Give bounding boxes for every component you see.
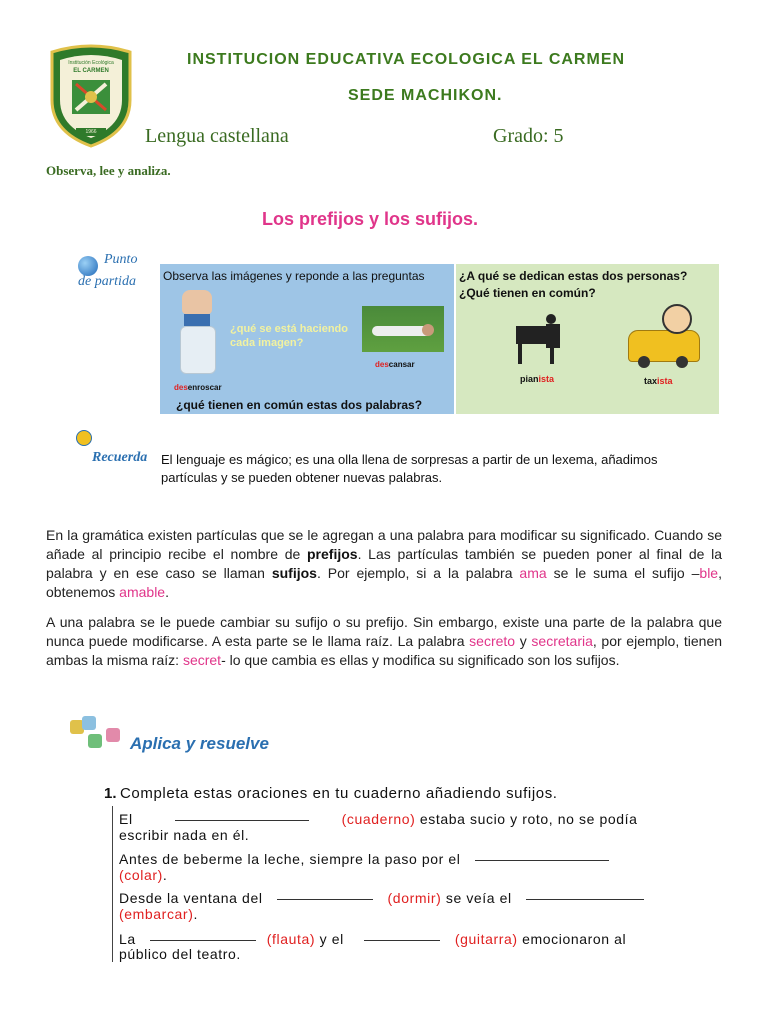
puzzle-icon-2 [82, 716, 96, 730]
blank-6[interactable] [364, 939, 440, 941]
word-desenroscar-rest: enroscar [187, 383, 222, 392]
p1-word-amable: amable [119, 584, 166, 600]
sentence-1-start: El [119, 811, 133, 827]
sentence-3-end: . [193, 906, 198, 922]
word-descansar [375, 360, 415, 369]
blank-1[interactable] [175, 819, 309, 821]
globe-icon [78, 256, 98, 276]
lightbulb-icon [76, 430, 92, 446]
exercise-instruction: Completa estas oraciones en tu cuaderno añadiendo sufijos. [120, 785, 558, 802]
sentence-1-line-1 [119, 811, 638, 828]
instruction-text: Observa, lee y analiza. [46, 163, 171, 178]
puzzle-icon-3 [88, 734, 102, 748]
school-name: INSTITUCION EDUCATIVA ECOLOGICA EL CARMEN [187, 51, 626, 68]
p1-text-3: . Por ejemplo, si a la palabra [316, 565, 520, 581]
pianist-image [512, 306, 572, 366]
p1-text-6: . [165, 584, 169, 600]
sentence-4-word: (flauta) [266, 931, 316, 947]
question-bubble: ¿qué se está haciendo cada imagen? [230, 323, 348, 349]
punto-partida-badge [76, 250, 156, 300]
p1-text-5: , obtenemos [46, 565, 722, 600]
taxi-image [628, 302, 700, 368]
sentence-2-end: . [162, 867, 168, 883]
sentence-3-line-1 [119, 890, 644, 907]
word-taxista [644, 376, 673, 386]
paragraph-prefijos [46, 526, 722, 602]
recuerda-label: Recuerda [92, 450, 148, 465]
right-panel-question-1: ¿A qué se dedican estas dos personas? [459, 269, 688, 283]
bottle-image [174, 290, 224, 374]
left-image-panel [160, 264, 454, 414]
p2-text-1: A una palabra se le puede cambiar su sufijo o su prefijo. Sin embargo, existe una parte de la palabra que nunca puede modificarse. A esta parte se le llama raíz. La palabra [46, 614, 722, 649]
sentence-4-word-2: (guitarra) [454, 931, 518, 947]
word-pianista [520, 374, 554, 384]
word-pianista-suffix: ista [538, 374, 555, 384]
p2-word-secreto: secreto [469, 633, 516, 649]
p1-bold-prefijos: prefijos [307, 546, 358, 562]
sentence-2-word: (colar) [119, 867, 163, 883]
blank-4[interactable] [526, 898, 644, 900]
sentence-3-start: Desde la ventana del [119, 890, 263, 906]
p1-text-2: . Las partículas también se pueden poner al final de la palabra y en ese caso se llaman [46, 546, 722, 581]
sentence-1-line-2: escribir nada en él. [119, 827, 250, 843]
p2-word-secretaria: secretaria [531, 633, 593, 649]
blank-2[interactable] [475, 859, 609, 861]
aplica-badge [70, 714, 270, 764]
sentence-3-line-2 [119, 906, 198, 923]
exercise-vertical-rule [112, 806, 113, 962]
word-desenroscar-prefix: des [174, 383, 188, 392]
p1-text-1: En la gramática existen partículas que se le agregan a una palabra para modificar su significado. Cuando se añade al principio recibe el nombre de [46, 527, 722, 562]
recuerda-badge [74, 430, 154, 470]
p1-bold-sufijos: sufijos [271, 565, 317, 581]
word-desenroscar [174, 383, 222, 392]
school-branch: SEDE MACHIKON. [348, 87, 503, 104]
recuerda-line-1: El lenguaje es mágico; es una olla llena de sorpresas a partir de un lexema, añadimos [161, 452, 658, 467]
paragraph-raiz [46, 613, 722, 670]
word-descansar-prefix: des [375, 360, 389, 369]
sentence-2-start: Antes de beberme la leche, siempre la paso por el [119, 851, 461, 867]
aplica-label: Aplica y resuelve [130, 734, 269, 753]
sentence-3-word-2: (embarcar) [119, 906, 194, 922]
sentence-1-word: (cuaderno) [341, 811, 416, 827]
logo-name: EL CARMEN [73, 68, 109, 74]
right-image-panel [456, 264, 719, 414]
left-panel-bottom-question: ¿qué tienen en común estas dos palabras? [176, 398, 423, 412]
right-panel-question-2: ¿Qué tienen en común? [459, 286, 596, 300]
word-taxista-root: tax [644, 376, 658, 386]
exercise-number: 1. [104, 785, 117, 802]
p2-text-3: , por ejemplo, tienen ambas la misma raíz: [46, 633, 723, 668]
badge-line1: Punto [104, 252, 138, 267]
p2-text-4: - lo que cambia es ellas y modifica su significado son los sufijos. [221, 652, 620, 668]
sentence-4-middle: y el [319, 931, 344, 947]
resting-person-image [362, 306, 444, 352]
sentence-2-line-2 [119, 867, 167, 884]
logo-top-text: Institución Ecológica [68, 60, 114, 66]
badge-line2: de partida [78, 274, 136, 289]
p1-text-4: se le suma el sufijo – [546, 565, 700, 581]
blank-5[interactable] [150, 939, 256, 941]
sentence-4-line-2: público del teatro. [119, 946, 241, 962]
sentence-4-start: La [119, 931, 136, 947]
subject-label: Lengua castellana [145, 125, 289, 147]
p1-word-ble: ble [699, 565, 719, 581]
page-title: Los prefijos y los sufijos. [262, 209, 479, 229]
p2-word-secret: secret [182, 652, 222, 668]
sentence-1-middle: estaba sucio y roto, no se podía [419, 811, 638, 827]
puzzle-icon-4 [106, 728, 120, 742]
sentence-4-end-text: emocionaron al [522, 931, 627, 947]
blank-3[interactable] [277, 898, 373, 900]
word-pianista-root: pian [520, 374, 539, 384]
grade-label: Grado: 5 [493, 125, 564, 147]
p1-word-ama: ama [519, 565, 547, 581]
school-logo [46, 44, 136, 148]
recuerda-line-2: partículas y se pueden obtener nuevas palabras. [161, 470, 443, 485]
sentence-3-word: (dormir) [387, 890, 442, 906]
logo-year: 1966 [85, 129, 97, 135]
p2-text-2: y [515, 633, 532, 649]
left-panel-question: Observa las imágenes y reponde a las preguntas [163, 269, 425, 283]
word-descansar-rest: cansar [388, 360, 415, 369]
word-taxista-suffix: ista [657, 376, 673, 386]
sentence-3-middle: se veía el [445, 890, 512, 906]
sentence-2-line-1 [119, 851, 609, 868]
